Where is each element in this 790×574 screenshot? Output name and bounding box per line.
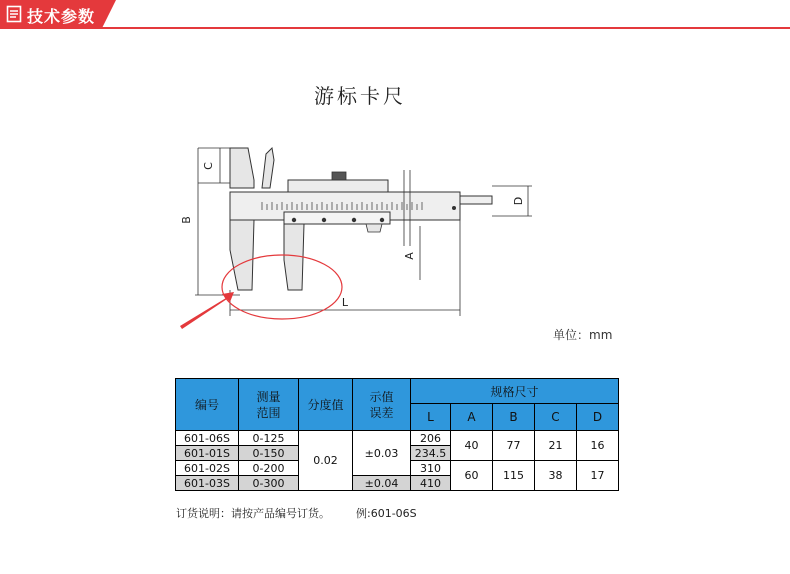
header-range: [239, 379, 299, 431]
cell-code: 601-01S: [176, 446, 239, 461]
unit-label: 单位：mm: [553, 328, 613, 342]
header-error-text: 示值误差: [369, 389, 394, 420]
header-error: [353, 379, 411, 431]
dim-label-a: A: [403, 252, 416, 260]
cell-c: 21: [535, 431, 577, 461]
cell-d: 16: [577, 431, 619, 461]
banner-underline: [0, 27, 790, 29]
header-c: C: [535, 404, 577, 431]
header-range-text: 测量范围: [256, 389, 281, 420]
order-note-text: 订货说明：请按产品编号订货。: [176, 507, 330, 520]
cell-c: 38: [535, 461, 577, 491]
header-a: A: [451, 404, 493, 431]
dim-label-l: L: [341, 296, 349, 309]
header-banner: [0, 0, 790, 30]
banner-title: 技术参数: [27, 7, 96, 26]
header-code: 编号: [176, 379, 239, 431]
cell-a: 60: [451, 461, 493, 491]
cell-l: 310: [411, 461, 451, 476]
cell-error: ±0.03: [353, 431, 411, 476]
cell-code: 601-06S: [176, 431, 239, 446]
cell-l: 234.5: [411, 446, 451, 461]
cell-b: 77: [493, 431, 535, 461]
table-row: [176, 431, 619, 446]
header-l: L: [411, 404, 451, 431]
spec-table: [175, 378, 619, 491]
header-resolution: 分度值: [299, 379, 353, 431]
dim-label-c: C: [202, 162, 215, 170]
cell-l: 206: [411, 431, 451, 446]
order-example: 例:601-06S: [356, 507, 417, 520]
header-spec: 规格尺寸: [411, 379, 619, 404]
cell-l: 410: [411, 476, 451, 491]
cell-range: 0-150: [239, 446, 299, 461]
cell-d: 17: [577, 461, 619, 491]
page-title: [0, 80, 790, 109]
cell-range: 0-125: [239, 431, 299, 446]
cell-range: 0-300: [239, 476, 299, 491]
cell-b: 115: [493, 461, 535, 491]
red-arrow-icon: [180, 292, 234, 329]
cell-error: ±0.04: [353, 476, 411, 491]
order-note: [176, 505, 417, 521]
header-d: D: [577, 404, 619, 431]
document-list-icon: [6, 5, 22, 23]
cell-resolution: 0.02: [299, 431, 353, 491]
page-title-text: 游标卡尺: [314, 84, 406, 108]
header-b: B: [493, 404, 535, 431]
dim-label-b: B: [180, 216, 193, 224]
cell-code: 601-03S: [176, 476, 239, 491]
cell-range: 0-200: [239, 461, 299, 476]
dim-label-d: D: [512, 196, 525, 206]
caliper-diagram: [170, 140, 540, 330]
cell-a: 40: [451, 431, 493, 461]
cell-code: 601-02S: [176, 461, 239, 476]
